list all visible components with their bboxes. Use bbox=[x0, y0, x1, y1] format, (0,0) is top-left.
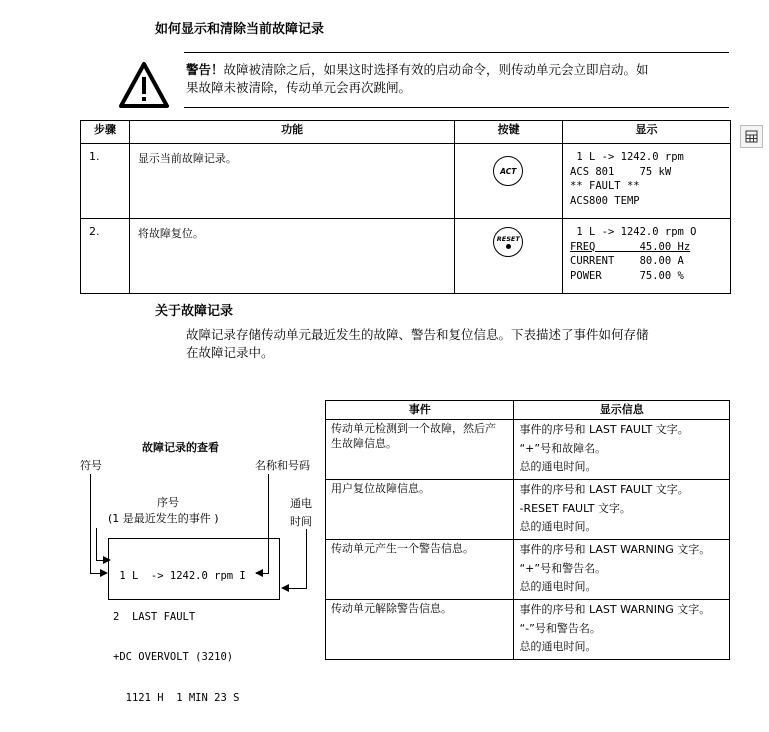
event-text: 传动单元检测到一个故障，然后产 bbox=[331, 422, 496, 435]
diagram-title: 故障记录的查看 bbox=[142, 441, 219, 454]
header-function: 功能 bbox=[129, 121, 454, 144]
event-cell bbox=[326, 480, 514, 540]
header-info: 显示信息 bbox=[514, 401, 730, 420]
step-key-cell bbox=[455, 219, 563, 294]
header-key: 按键 bbox=[455, 121, 563, 144]
step-display bbox=[563, 219, 731, 294]
info-cell bbox=[514, 600, 730, 660]
connector-line bbox=[90, 474, 91, 574]
info-line: 事件的序号和 LAST FAULT 文字。 bbox=[519, 423, 689, 436]
arrow-right-icon bbox=[98, 566, 110, 578]
info-cell bbox=[514, 540, 730, 600]
display-line: ACS800 TEMP bbox=[570, 194, 640, 207]
display-line: 1 L -> 1242.0 rpm O bbox=[570, 226, 697, 238]
info-line: -RESET FAULT 文字。 bbox=[519, 501, 631, 515]
info-line: 总的通电时间。 bbox=[519, 520, 597, 533]
event-text: 生故障信息。 bbox=[331, 436, 397, 450]
display-line: ** FAULT ** bbox=[570, 180, 640, 192]
warning-line-1: 故障被清除之后，如果这时选择有效的启动命令，则传动单元会立即启动。如 bbox=[223, 62, 649, 77]
section-title: 如何显示和清除当前故障记录 bbox=[155, 22, 325, 37]
description-line-2: 在故障记录中。 bbox=[186, 345, 274, 360]
warning-bottom-rule bbox=[184, 107, 729, 108]
table-row bbox=[326, 480, 730, 540]
display-line: 1 L -> 1242.0 rpm bbox=[570, 151, 684, 163]
warning-line-2: 果故障未被清除，传动单元会再次跳闸。 bbox=[186, 80, 412, 95]
label-name-code: 名称和号码 bbox=[255, 459, 310, 472]
table-row bbox=[326, 420, 730, 480]
event-text: 传动单元产生一个警告信息。 bbox=[331, 542, 474, 555]
header-event: 事件 bbox=[326, 401, 514, 420]
connector-line bbox=[268, 474, 269, 574]
warning-text bbox=[186, 61, 731, 97]
arrow-left-icon bbox=[253, 566, 265, 578]
act-key-button[interactable] bbox=[493, 156, 523, 186]
step-function: 将故障复位。 bbox=[129, 219, 454, 294]
reset-key-label: RESET bbox=[496, 235, 520, 243]
warning-top-rule bbox=[184, 52, 729, 53]
steps-header-row bbox=[81, 121, 731, 144]
label-sequence: 序号 bbox=[157, 496, 179, 509]
event-text: 用户复位故障信息。 bbox=[331, 482, 430, 495]
header-display: 显示 bbox=[563, 121, 731, 144]
display-line: ACS 801 75 kW bbox=[570, 165, 672, 178]
info-cell bbox=[514, 420, 730, 480]
description bbox=[186, 326, 731, 362]
info-line: 事件的序号和 LAST FAULT 文字。 bbox=[519, 483, 689, 496]
display-line: FREQ 45.00 Hz bbox=[570, 240, 691, 253]
info-line: 事件的序号和 LAST WARNING 文字。 bbox=[519, 603, 711, 616]
event-text: 传动单元解除警告信息。 bbox=[331, 602, 452, 615]
events-header-row bbox=[326, 401, 730, 420]
event-cell bbox=[326, 600, 514, 660]
lcd-line: 1 L -> 1242.0 rpm I bbox=[113, 570, 246, 582]
reset-dot-icon bbox=[506, 244, 511, 249]
step-function: 显示当前故障记录。 bbox=[129, 144, 454, 219]
table-icon[interactable] bbox=[740, 125, 763, 148]
info-line: 总的通电时间。 bbox=[519, 640, 597, 653]
label-power-on-1: 通电 bbox=[290, 497, 312, 510]
lcd-line: 2 LAST FAULT bbox=[113, 610, 196, 623]
table-row bbox=[326, 600, 730, 660]
step-key-cell bbox=[455, 144, 563, 219]
subsection-title: 关于故障记录 bbox=[155, 304, 234, 319]
lcd-line: +DC OVERVOLT (3210) bbox=[113, 651, 234, 663]
warning-label: 警告！ bbox=[186, 62, 224, 77]
event-cell bbox=[326, 540, 514, 600]
step-display bbox=[563, 144, 731, 219]
connector-line bbox=[96, 528, 97, 561]
info-line: “+”号和故障名。 bbox=[519, 441, 607, 455]
display-line: CURRENT 80.00 A bbox=[570, 255, 684, 267]
label-symbol: 符号 bbox=[80, 459, 102, 472]
info-line: 总的通电时间。 bbox=[519, 580, 597, 593]
table-row bbox=[81, 144, 731, 219]
label-sequence-note: (1 是最近发生的事件 ) bbox=[108, 512, 219, 525]
warning-triangle-icon bbox=[118, 61, 170, 109]
info-line: 事件的序号和 LAST WARNING 文字。 bbox=[519, 543, 711, 556]
info-line: “-”号和警告名。 bbox=[519, 621, 601, 635]
step-number: 1. bbox=[81, 144, 130, 219]
act-key-label: ACT bbox=[500, 166, 517, 176]
display-line: POWER 75.00 % bbox=[570, 269, 684, 282]
event-cell bbox=[326, 420, 514, 480]
info-cell bbox=[514, 480, 730, 540]
info-line: 总的通电时间。 bbox=[519, 460, 597, 473]
reset-key-button[interactable] bbox=[493, 227, 523, 257]
arrow-right-icon bbox=[101, 554, 113, 566]
arrow-left-icon bbox=[279, 581, 291, 593]
table-row bbox=[326, 540, 730, 600]
steps-table bbox=[80, 120, 731, 294]
connector-line bbox=[306, 529, 307, 589]
lcd-line: 1121 H 1 MIN 23 S bbox=[113, 691, 240, 704]
label-power-on-2: 时间 bbox=[290, 515, 312, 528]
events-table bbox=[325, 400, 730, 660]
description-line-1: 故障记录存储传动单元最近发生的故障、警告和复位信息。下表描述了事件如何存储 bbox=[186, 327, 649, 342]
header-step: 步骤 bbox=[81, 121, 130, 144]
table-row bbox=[81, 219, 731, 294]
info-line: “+”号和警告名。 bbox=[519, 561, 607, 575]
step-number: 2. bbox=[81, 219, 130, 294]
